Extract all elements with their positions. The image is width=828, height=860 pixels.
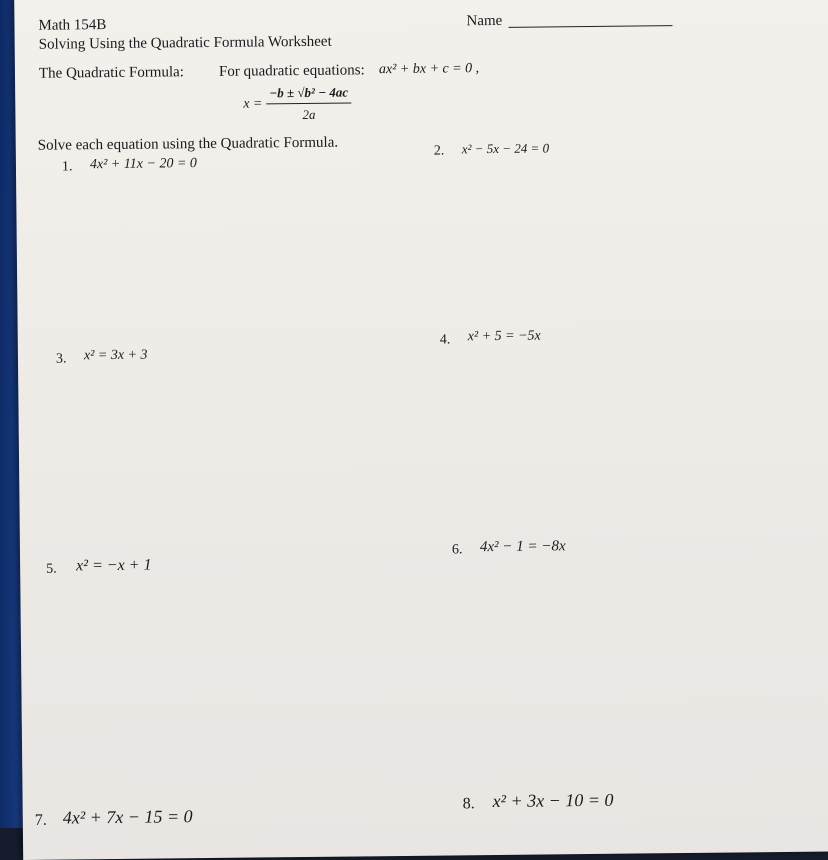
formula-numerator: −b ± √b² − 4ac	[266, 84, 351, 104]
problem-2-number: 2.	[433, 143, 445, 159]
problem-7-number: 7.	[34, 811, 47, 829]
problem-6-number: 6.	[451, 542, 463, 558]
formula-lhs: x =	[243, 96, 263, 112]
formula-fraction	[266, 84, 351, 123]
worksheet-title: Solving Using the Quadratic Formula Worksheet	[38, 33, 332, 53]
problem-2-equation: x² − 5x − 24 = 0	[461, 140, 550, 157]
problem-3-equation: x² = 3x + 3	[83, 347, 148, 364]
problem-4-number: 4.	[439, 332, 451, 348]
problem-8-number: 8.	[462, 795, 475, 813]
quadratic-formula	[243, 84, 351, 123]
problem-5-number: 5.	[46, 561, 57, 577]
name-label: Name	[466, 12, 503, 30]
course-code: Math 154B	[38, 17, 107, 34]
problem-5-equation: x² = −x + 1	[76, 556, 152, 575]
problem-6-equation: 4x² − 1 = −8x	[479, 538, 566, 556]
problem-7-equation: 4x² + 7x − 15 = 0	[62, 806, 193, 828]
problem-1-equation: 4x² + 11x − 20 = 0	[89, 156, 197, 173]
problem-3-number: 3.	[55, 351, 67, 367]
formula-denominator: 2a	[302, 106, 316, 122]
formula-label: The Quadratic Formula:	[38, 64, 185, 82]
problem-4-equation: x² + 5 = −5x	[467, 328, 541, 345]
problem-8-equation: x² + 3x − 10 = 0	[492, 789, 614, 812]
name-blank-line	[509, 25, 673, 28]
problem-1-number: 1.	[61, 159, 73, 175]
worksheet-page	[14, 0, 828, 860]
general-form-equation: ax² + bx + c = 0 ,	[378, 61, 480, 78]
formula-intro: For quadratic equations:	[218, 62, 365, 80]
instructions: Solve each equation using the Quadratic Formula.	[37, 134, 339, 154]
